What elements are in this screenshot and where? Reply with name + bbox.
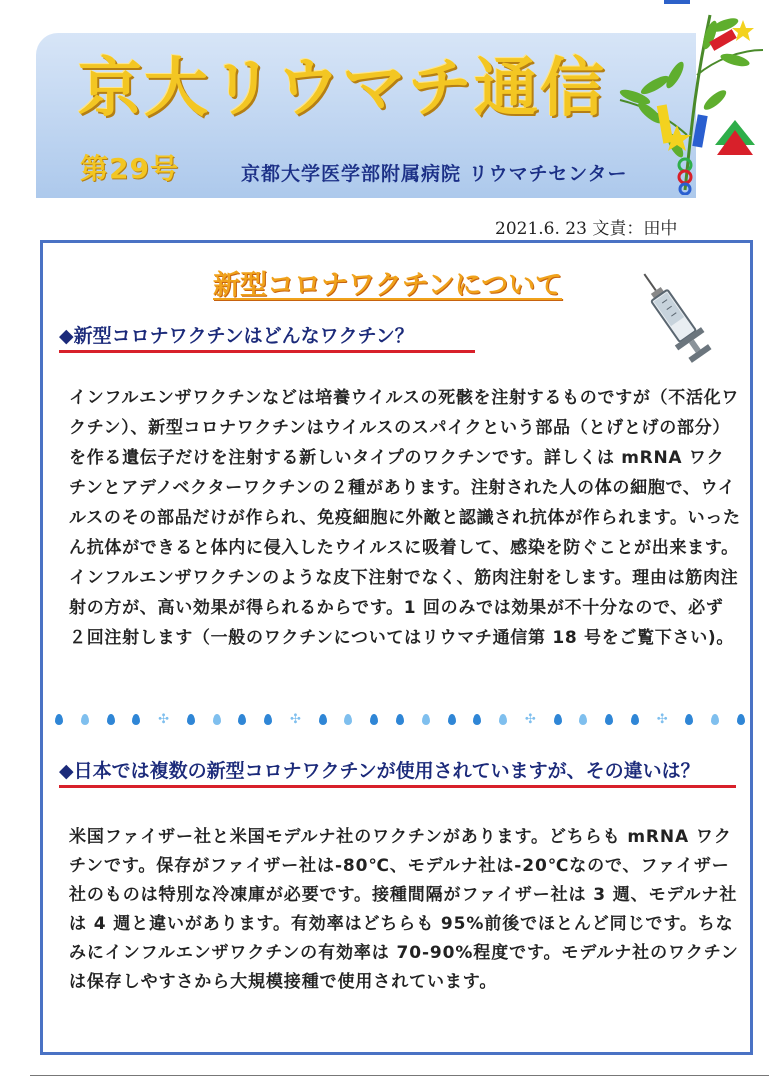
- newsletter-header: [36, 33, 696, 198]
- sparkle-icon: ✣: [289, 711, 301, 727]
- water-drop-icon: [605, 714, 613, 725]
- section-body-vaccine-differences: 米国ファイザー社と米国モデルナ社のワクチンがあります。どちらも mRNA ワクチンです。保存がファイザー社は-80℃、モデルナ社は-20℃なので、ファイザー社のものは特別な冷凍庫が必要です。接種間隔がファイザー社は 3 週、モデルナ社は 4 週と違いがあります。有効率はどちらも 95%前後でほとんど同じです。ちなみにインフルエンザワクチンの有効率は 70-90%程度です。モデルナ社のワクチンは保存しやすさから大規模接種で使用されています。: [69, 827, 739, 992]
- syringe-icon: [631, 263, 716, 368]
- dateline: 2021.6. 23 文責：田中: [495, 219, 678, 239]
- water-drop-icon: [370, 714, 378, 725]
- water-drop-icon: [187, 714, 195, 725]
- water-drop-icon: [554, 714, 562, 725]
- sparkle-icon: ✣: [524, 711, 536, 727]
- water-drop-icon: [737, 714, 745, 725]
- bottom-rule: [30, 1075, 769, 1076]
- water-drop-icon: [213, 714, 221, 725]
- sparkle-icon: ✣: [158, 711, 170, 727]
- water-drop-icon: [448, 714, 456, 725]
- institution-name: 京都大学医学部附属病院 リウマチセンター: [241, 163, 628, 185]
- water-drop-icon: [473, 714, 481, 725]
- sparkle-icon: ✣: [656, 711, 668, 727]
- water-drop-icon: [81, 714, 89, 725]
- section-heading-vaccine-differences: ◆日本では複数の新型コロナワクチンが使用されていますが、その違いは？: [59, 756, 736, 788]
- section-body-vaccine-type: インフルエンザワクチンなどは培養ウイルスの死骸を注射するものですが（不活化ワクチン）、新型コロナワクチンはウイルスのスパイクという部品（とげとげの部分）を作る遺伝子だけを注射する新しいタイプのワクチンです。詳しくは mRNA ワクチンとアデノベクターワクチンの２種があります。注射された人の体の細胞で、ウイルスのその部品だけが作られ、免疫細胞に外敵と認識され抗体が作られます。いったん抗体ができると体内に侵入したウイルスに吸着して、感染を防ぐことが出来ます。インフルエンザワクチンのような皮下注射でなく、筋肉注射をします。理由は筋肉注射の方が、高い効果が得られるからです。1 回のみでは効果が不十分なので、必ず２回注射します（一般のワクチンについてはリウマチ通信第 18 号をご覧下さい)。: [69, 388, 741, 648]
- water-drop-icon: [55, 714, 63, 725]
- water-drop-icon: [107, 714, 115, 725]
- issue-number: 第29号: [80, 152, 179, 185]
- water-drop-icon: [238, 714, 246, 725]
- tanabata-bamboo-icon: [615, 5, 765, 195]
- water-drop-icon: [631, 714, 639, 725]
- water-drop-icon: [499, 714, 507, 725]
- newsletter-title: 京大リウマチ通信: [78, 52, 606, 126]
- water-drop-icon: [344, 714, 352, 725]
- section-heading-vaccine-type: ◆新型コロナワクチンはどんなワクチン？: [59, 321, 475, 353]
- water-drop-icon: [396, 714, 404, 725]
- article-heading: 新型コロナワクチンについて: [213, 270, 563, 301]
- top-accent-bar: [664, 0, 690, 4]
- article-frame: [40, 240, 753, 1055]
- water-drop-divider: [55, 708, 745, 730]
- water-drop-icon: [422, 714, 430, 725]
- water-drop-icon: [132, 714, 140, 725]
- water-drop-icon: [319, 714, 327, 725]
- water-drop-icon: [264, 714, 272, 725]
- water-drop-icon: [711, 714, 719, 725]
- water-drop-icon: [685, 714, 693, 725]
- water-drop-icon: [579, 714, 587, 725]
